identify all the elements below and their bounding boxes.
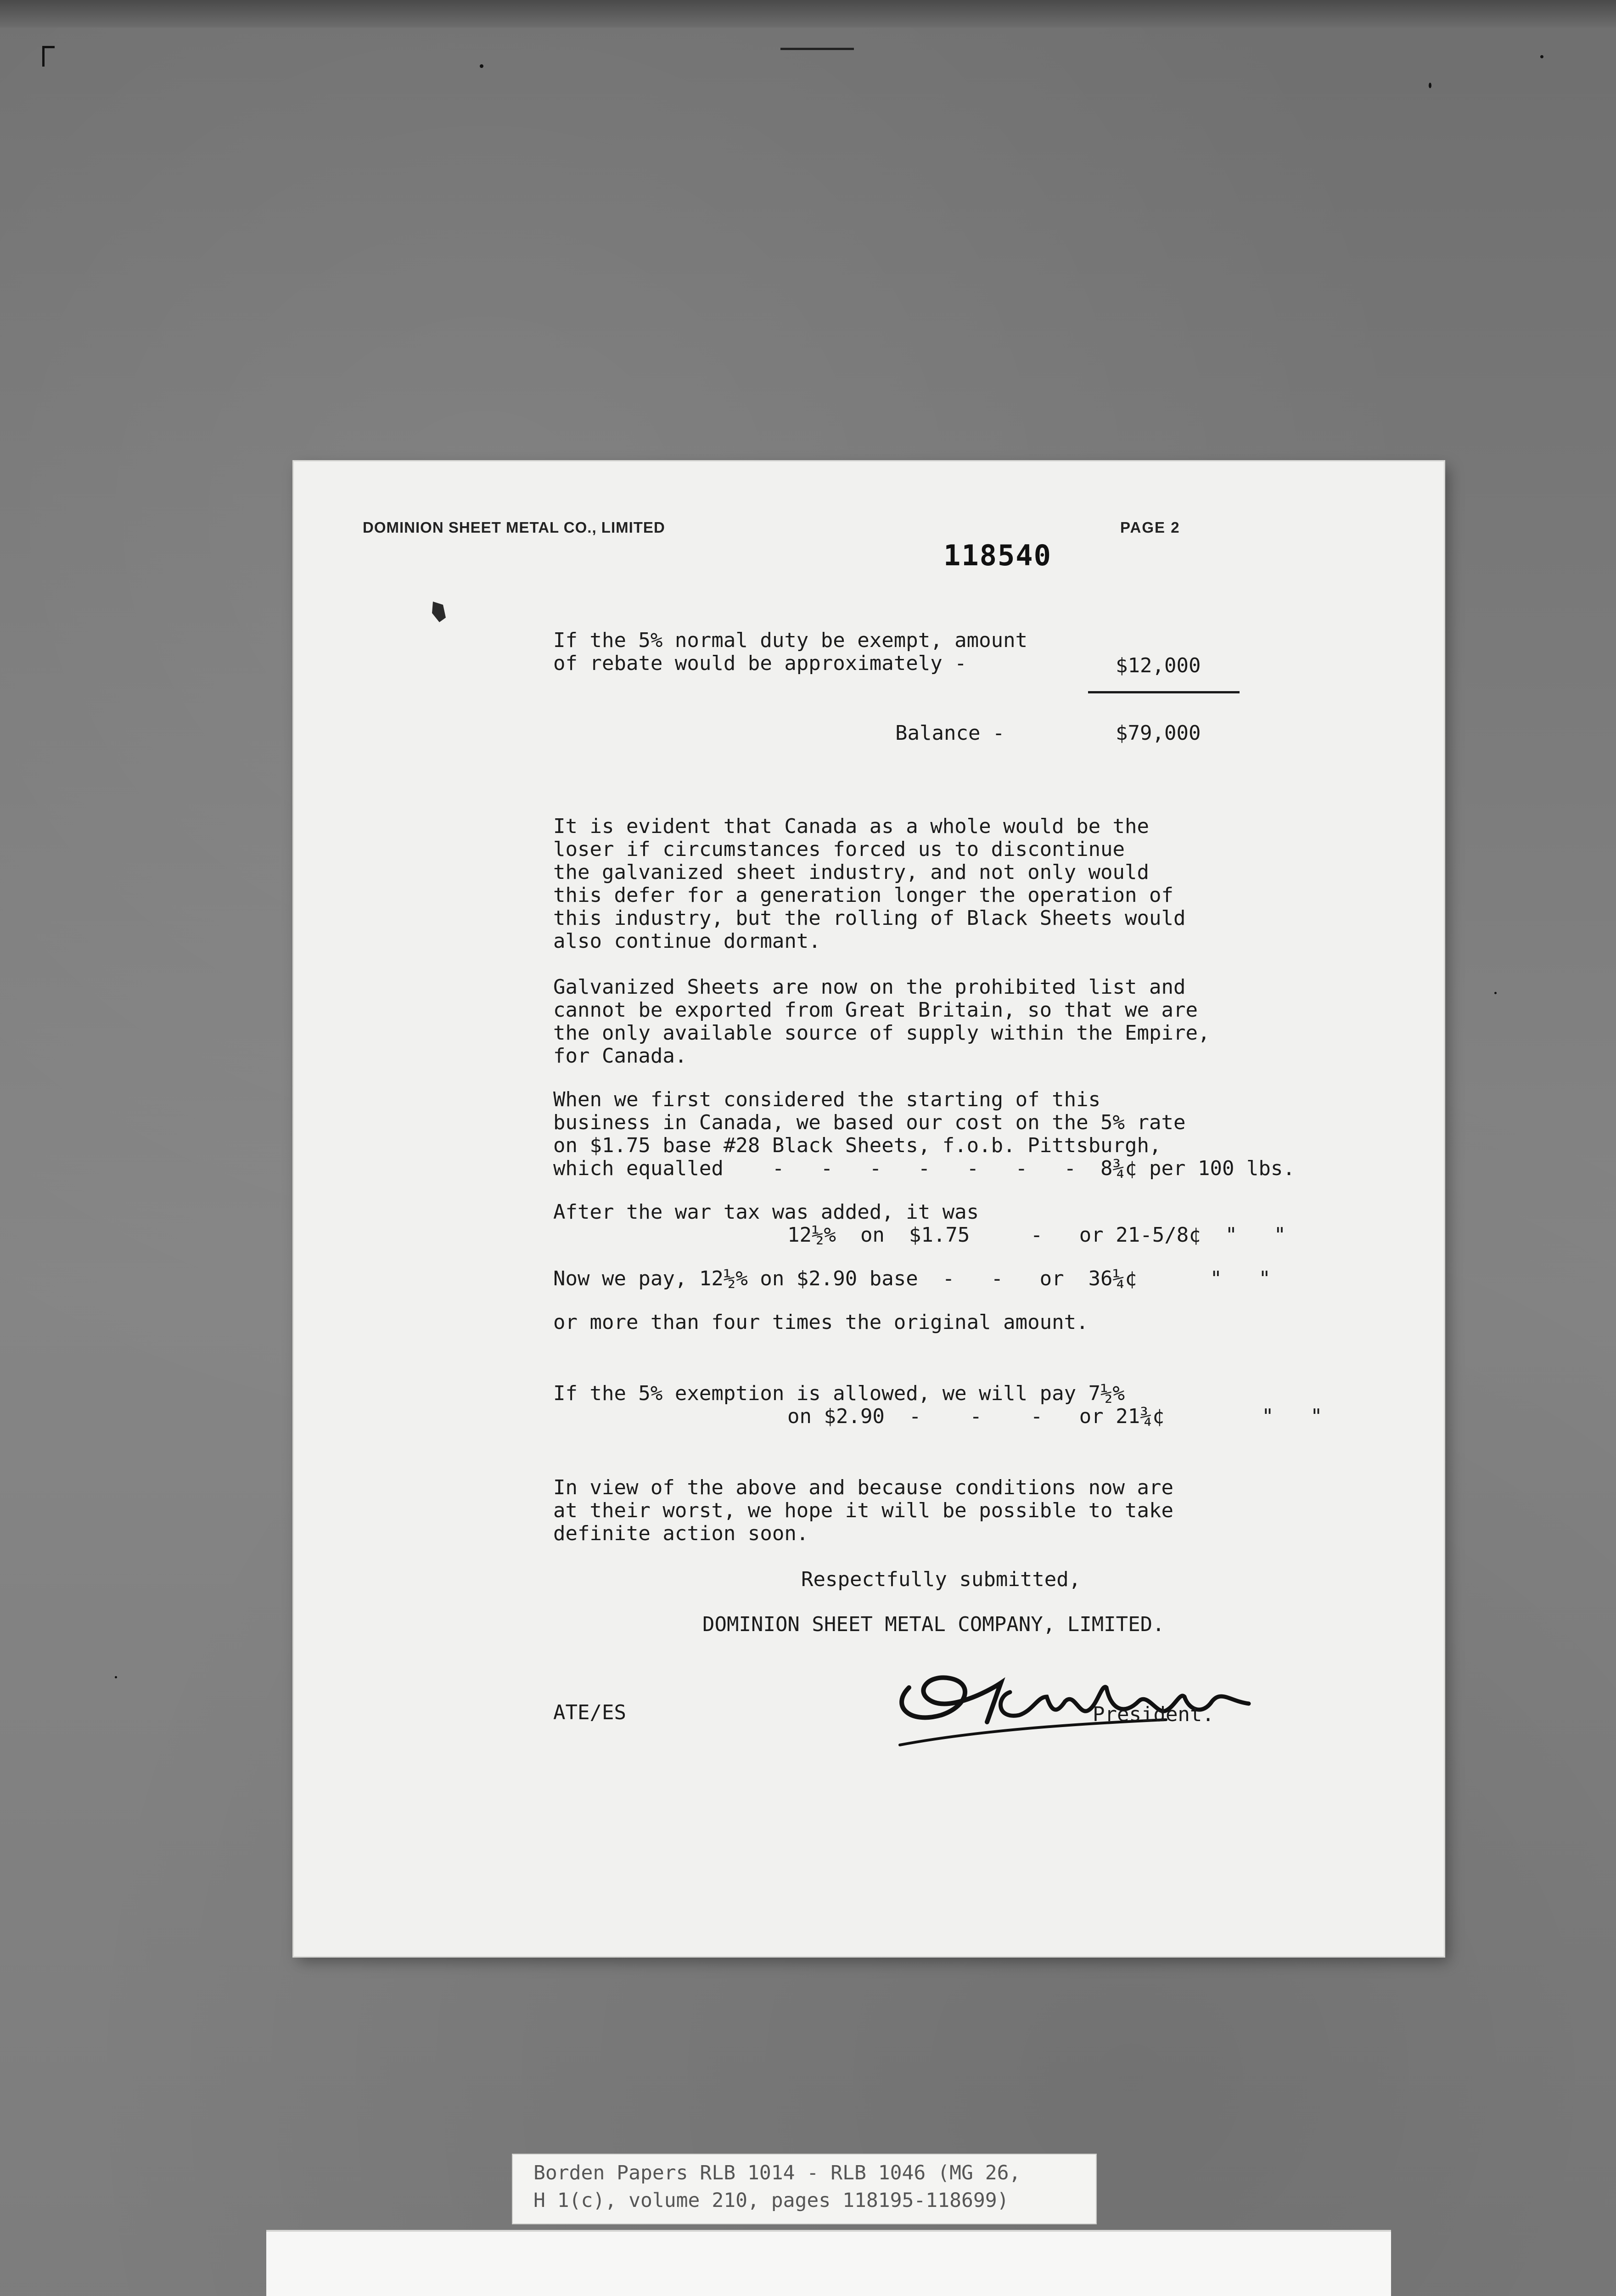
para1-line: this industry, but the rolling of Black Sheets would: [553, 906, 1186, 930]
ink-blot-icon: [429, 599, 448, 625]
para3-line: on $1.75 base #28 Black Sheets, f.o.b. Pittsburgh,: [553, 1134, 1162, 1157]
war-tax-line-1: After the war tax was added, it was: [553, 1200, 979, 1224]
balance-amount: $79,000: [1116, 721, 1201, 745]
respectfully-submitted: Respectfully submitted,: [801, 1568, 1081, 1591]
archives-card: [266, 2232, 1391, 2296]
source-label: [512, 2154, 1097, 2224]
more-than-line: or more than four times the original amount.: [553, 1311, 1089, 1334]
film-speck: [1429, 83, 1431, 88]
closing-line: In view of the above and because conditions now are: [553, 1476, 1174, 1499]
typist-initials: ATE/ES: [553, 1701, 626, 1724]
rebate-line-2: of rebate would be approximately -: [553, 652, 967, 675]
signer-title: President.: [1093, 1703, 1214, 1726]
page-number: PAGE 2: [1120, 519, 1180, 536]
para1-line: also continue dormant.: [553, 929, 821, 953]
letter-page: [294, 461, 1444, 1956]
para2-line: cannot be exported from Great Britain, so that we are: [553, 998, 1198, 1022]
document-number: 118540: [943, 539, 1052, 572]
company-signoff: DOMINION SHEET METAL COMPANY, LIMITED.: [702, 1613, 1165, 1636]
signature: [881, 1646, 1295, 1756]
film-speck: [1540, 55, 1543, 58]
closing-line: at their worst, we hope it will be possible to take: [553, 1499, 1174, 1522]
para1-line: loser if circumstances forced us to discontinue: [553, 838, 1125, 861]
film-speck: [115, 1676, 117, 1678]
para3-line: business in Canada, we based our cost on the 5% rate: [553, 1111, 1186, 1134]
sum-rule: [1088, 691, 1240, 693]
para3-line: which equalled - - - - - - - 8¾¢ per 100 lbs.: [553, 1157, 1295, 1180]
film-speck: [1494, 992, 1497, 994]
balance-label: Balance -: [895, 721, 1005, 745]
rebate-line-1: If the 5% normal duty be exempt, amount: [553, 629, 1028, 652]
exemption-line-1: If the 5% exemption is allowed, we will pay 7½%: [553, 1382, 1125, 1405]
para1-line: the galvanized sheet industry, and not only would: [553, 861, 1150, 884]
now-pay-line: Now we pay, 12½% on $2.90 base - - or 36¼¢ " ": [553, 1267, 1271, 1290]
film-edge: [0, 0, 1616, 28]
para1-line: this defer for a generation longer the operation of: [553, 884, 1174, 907]
exemption-line-2: on $2.90 - - - or 21¾¢ " ": [787, 1405, 1323, 1428]
film-speck: [480, 64, 483, 68]
rebate-amount: $12,000: [1116, 654, 1201, 677]
para2-line: Galvanized Sheets are now on the prohibited list and: [553, 975, 1186, 999]
para2-line: the only available source of supply within the Empire,: [553, 1021, 1210, 1045]
source-label-line: H 1(c), volume 210, pages 118195-118699): [533, 2189, 1009, 2212]
para2-line: for Canada.: [553, 1044, 687, 1068]
closing-line: definite action soon.: [553, 1522, 809, 1545]
letterhead: DOMINION SHEET METAL CO., LIMITED: [363, 519, 665, 536]
para1-line: It is evident that Canada as a whole would be the: [553, 815, 1150, 838]
film-mark: [780, 48, 854, 50]
source-label-line: Borden Papers RLB 1014 - RLB 1046 (MG 26,: [533, 2161, 1021, 2184]
para3-line: When we first considered the starting of this: [553, 1088, 1101, 1111]
war-tax-line-2: 12½% on $1.75 - or 21-5/8¢ " ": [787, 1223, 1286, 1247]
crop-mark: [42, 46, 55, 67]
